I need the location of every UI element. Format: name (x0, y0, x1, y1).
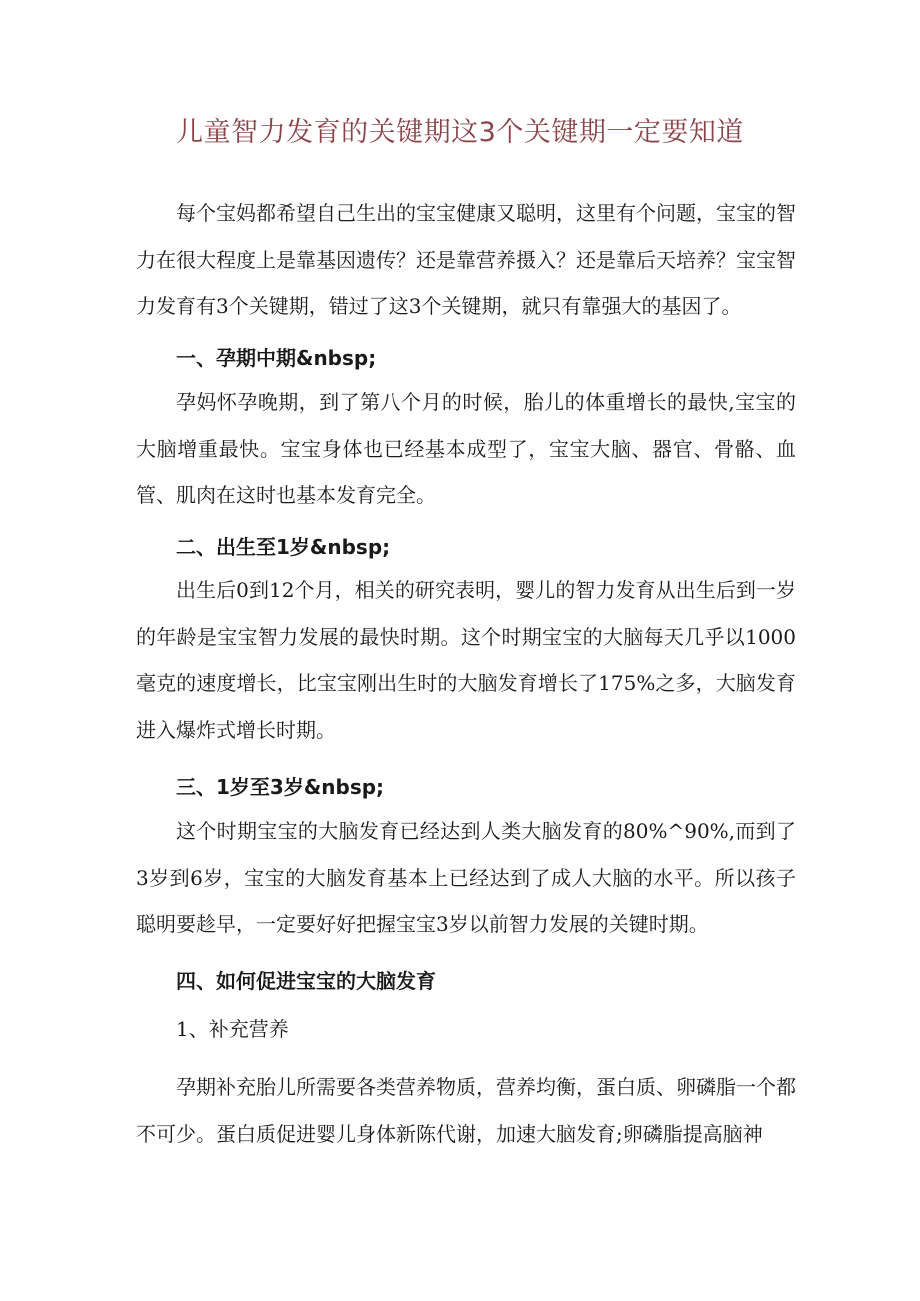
section4-block (136, 1064, 796, 1157)
section3-block (136, 808, 796, 948)
document-title: 儿童智力发育的关键期这3个关键期一定要知道 (176, 117, 744, 148)
section1-block (136, 379, 796, 519)
section2-block (136, 567, 796, 753)
section4-heading: 四、如何促进宝宝的大脑发育 (176, 969, 436, 993)
section1-paragraph: 孕妈怀孕晚期，到了第八个月的时候，胎儿的体重增长的最快,宝宝的大脑增重最快。宝宝身体也已经基本成型了，宝宝大脑、器官、骨骼、血管、肌肉在这时也基本发育完全。 (136, 390, 796, 507)
section2-heading: 二、出生至1岁&nbsp; (176, 535, 391, 559)
section1-heading: 一、孕期中期&nbsp; (176, 346, 377, 370)
intro-block (136, 190, 796, 330)
section3-paragraph: 这个时期宝宝的大脑发育已经达到人类大脑发育的80%^90%,而到了3岁到6岁，宝宝的大脑发育基本上已经达到了成人大脑的水平。所以孩子聪明要趁早，一定要好好把握宝宝3岁以前智力发展的关键时期。 (136, 819, 796, 936)
section2-paragraph: 出生后0到12个月，相关的研究表明，婴儿的智力发育从出生后到一岁的年龄是宝宝智力发展的最快时期。这个时期宝宝的大脑每天几乎以1000毫克的速度增长，比宝宝刚出生时的大脑发育增长了175%之多，大脑发育进入爆炸式增长时期。 (136, 578, 796, 742)
intro-paragraph: 每个宝妈都希望自己生出的宝宝健康又聪明，这里有个问题，宝宝的智力在很大程度上是靠基因遗传？还是靠营养摄入？还是靠后天培养？宝宝智力发育有3个关键期，错过了这3个关键期，就只有靠强大的基因了。 (136, 201, 796, 318)
section3-heading: 三、1岁至3岁&nbsp; (176, 775, 385, 799)
section4-paragraph: 孕期补充胎儿所需要各类营养物质，营养均衡，蛋白质、卵磷脂一个都不可少。蛋白质促进婴儿身体新陈代谢，加速大脑发育;卵磷脂提高脑神 (136, 1075, 796, 1146)
section4-subheading: 1、补充营养 (176, 1017, 289, 1041)
